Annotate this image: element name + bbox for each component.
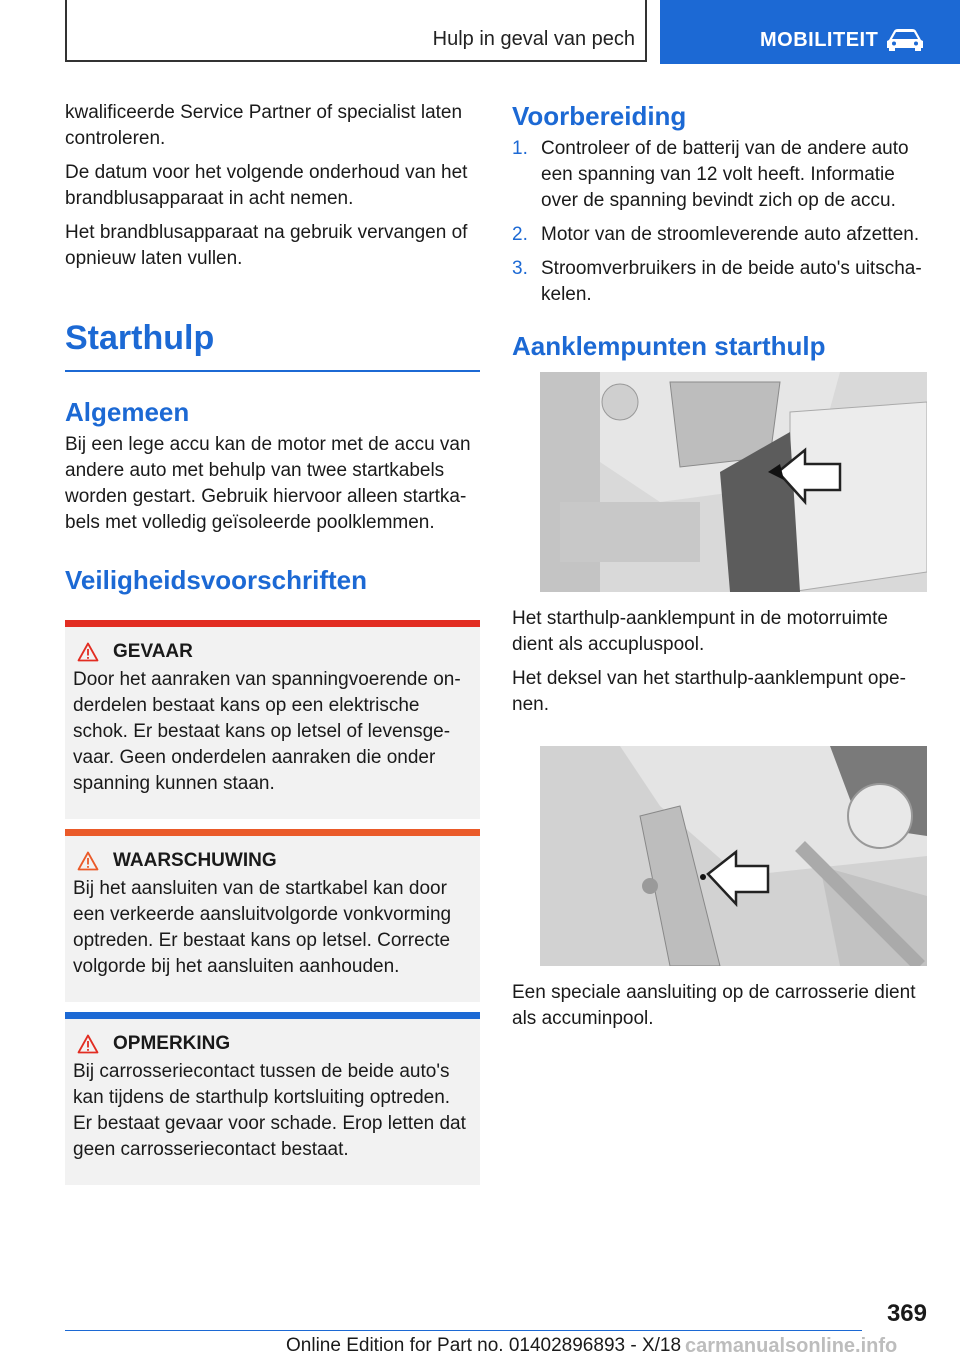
photo1-caption-b: Het deksel van het starthulp-aanklempunt ope- nen. (512, 668, 906, 715)
engine-bay-photo-positive (540, 372, 927, 592)
notice-box (65, 1012, 480, 1185)
header-section-box (65, 0, 647, 62)
header-section-title: Hulp in geval van pech (432, 28, 635, 50)
notice-label: OPMERKING (113, 1033, 231, 1054)
points-heading: Aanklempunten starthulp (512, 331, 826, 361)
warning-label: WAARSCHUWING (113, 850, 277, 871)
section-title: Starthulp (65, 316, 480, 372)
intro-paragraph-2: De datum voor het volgende onderhoud van het brandblusapparaat in acht nemen. (65, 162, 468, 209)
warning-box (65, 829, 480, 1002)
prep-steps (512, 136, 927, 308)
photo2-caption: Een speciale aansluiting op de carrosserie dient als accuminpool. (512, 982, 916, 1029)
safety-heading: Veiligheidsvoorschriften (65, 565, 367, 595)
prep-heading: Voorbereiding (512, 101, 687, 131)
general-text: Bij een lege accu kan de motor met de accu van andere auto met behulp van twee startkabels worden gestart. Gebruik hiervoor alleen startka- bels met volledig geïsoleerde poolklemmen. (65, 434, 471, 533)
footer-divider (65, 1330, 862, 1331)
right-column (512, 100, 927, 1040)
left-column (65, 100, 480, 1195)
warning-triangle-icon (77, 1034, 99, 1054)
photo1-caption-a: Het starthulp-aanklempunt in de motorruimte dient als accupluspool. (512, 608, 888, 655)
general-heading: Algemeen (65, 397, 190, 427)
engine-bay-photo-negative (540, 746, 927, 966)
intro-paragraph-1: kwalificeerde Service Partner of specialist laten controleren. (65, 102, 463, 149)
danger-box (65, 620, 480, 819)
footer-edition: Online Edition for Part no. 01402896893 - X/18 (286, 1335, 682, 1356)
list-item: 1. Controleer of de batterij van de andere auto een spanning van 12 volt heeft. Informatie over de spanning bevindt zich op de accu. (512, 138, 909, 211)
notice-text: Bij carrosseriecontact tussen de beide auto's kan tijdens de starthulp kortsluiting optreden. Er bestaat gevaar voor schade. Erop letten dat geen carrosseriecontact bestaat. (73, 1061, 466, 1160)
warning-text: Bij het aansluiten van de startkabel kan door een verkeerde aansluitvolgorde vonkvorming optreden. Er bestaat kans op letsel. Correcte volgorde bij het aansluiten aanhouden. (73, 878, 452, 977)
watermark: carmanualsonline.info (685, 1335, 898, 1357)
list-item: 2. Motor van de stroomleverende auto afzetten. (512, 224, 920, 245)
danger-label: GEVAAR (113, 641, 193, 662)
car-icon (885, 26, 925, 52)
danger-text: Door het aanraken van spanningvoerende on- derdelen bestaat kans op een elektrische schok. Er bestaat kans op letsel of levensge- vaar. Geen onderdelen aanraken die onder spanning kunnen staan. (73, 669, 461, 794)
warning-triangle-icon (77, 642, 99, 662)
warning-triangle-icon (77, 851, 99, 871)
header-tab[interactable] (660, 0, 960, 64)
list-item: 3. Stroomverbruikers in de beide auto's uitscha- kelen. (512, 258, 922, 305)
page-number: 369 (886, 1300, 927, 1327)
header-tab-label: MOBILITEIT (760, 29, 879, 51)
intro-paragraph-3: Het brandblusapparaat na gebruik vervangen of opnieuw laten vullen. (65, 222, 468, 269)
